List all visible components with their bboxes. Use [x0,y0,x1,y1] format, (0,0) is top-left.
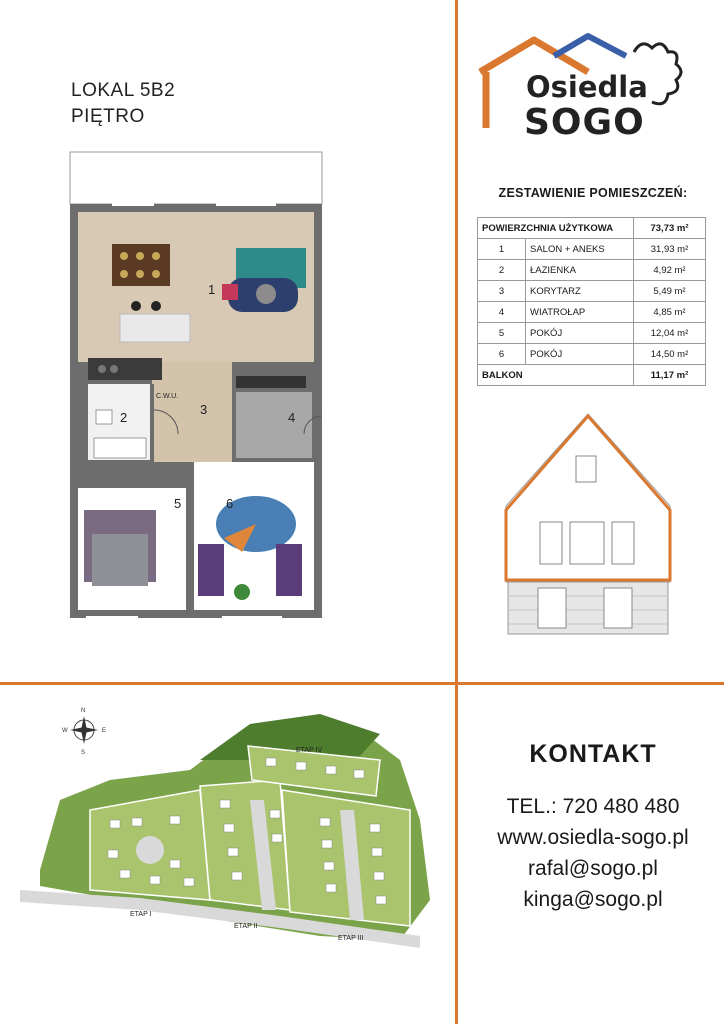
horizontal-divider [0,682,724,685]
site-roundabout [136,836,164,864]
floor-plan [66,148,328,622]
chair [136,270,144,278]
company-logo [476,32,696,152]
room-area: 14,50 m² [634,344,706,365]
balcony-label: BALKON [478,365,634,386]
window [86,616,138,620]
room-label-5: 5 [174,496,182,511]
table-row-total [478,218,706,239]
room-num: 6 [478,344,526,365]
coffee-table [256,284,276,304]
total-area: 73,73 m² [634,218,706,239]
bar-stool [151,301,161,311]
table-row-balcony [478,365,706,386]
unit-floor: PIĘTRO [71,106,145,127]
pouf [222,284,238,300]
room-num: 5 [478,323,526,344]
room-name: POKÓJ [526,344,634,365]
wardrobe [236,376,306,388]
room-area: 31,93 m² [634,239,706,260]
label-etap-3: ETAP III [338,935,364,942]
dining-table [112,244,170,286]
room-num: 4 [478,302,526,323]
elevation-drawing [500,410,690,640]
cwu-label: C.W.U. [156,393,179,400]
contact-website[interactable]: www.osiedla-sogo.pl [497,826,689,849]
room-area: 4,85 m² [634,302,706,323]
floor-plan-drawing [66,148,328,622]
room-area: 4,92 m² [634,260,706,281]
compass-w: W [62,728,68,734]
chair [120,252,128,260]
contact-email-rafal[interactable]: rafal@sogo.pl [528,857,658,880]
vestibule-floor [234,392,312,458]
room-area: 5,49 m² [634,281,706,302]
chair [136,252,144,260]
room-name: ŁAZIENKA [526,260,634,281]
bed-room5 [92,534,148,586]
label-etap-2: ETAP II [234,923,258,930]
plot-etap-2 [200,780,290,910]
room-label-6: 6 [226,496,234,511]
table-row [478,281,706,302]
room-label-4: 4 [288,410,296,425]
wall-vestibule [232,386,236,462]
table-row [478,260,706,281]
total-label: POWIERZCHNIA UŻYTKOWA [478,218,634,239]
room-num: 2 [478,260,526,281]
rooms-heading: ZESTAWIENIE POMIESZCZEŃ: [498,186,688,200]
compass-n: N [81,708,86,714]
plant [234,584,250,600]
wall-bath-right [150,384,154,484]
rooms-table [477,217,706,386]
balcony [70,152,322,204]
chair [120,270,128,278]
wall-rooms-split [186,462,194,610]
room-num: 1 [478,239,526,260]
kitchen-island [120,314,190,342]
hob [110,365,118,373]
room-num: 3 [478,281,526,302]
hob [98,365,106,373]
chair [152,270,160,278]
compass-icon [62,708,106,756]
compass-s: S [81,750,86,756]
window [222,616,282,620]
bar-stool [131,301,141,311]
contact-heading: KONTAKT [529,740,657,768]
contact-phone[interactable]: TEL.: 720 480 480 [506,795,680,818]
label-etap-4: ETAP IV [296,747,323,754]
bathtub [94,438,146,458]
vertical-divider [455,0,458,1024]
armchair [198,544,224,596]
logo-word-sogo: SOGO [524,102,645,143]
room-name: WIATROŁAP [526,302,634,323]
table-row [478,239,706,260]
window [216,202,276,206]
room-label-1: 1 [208,282,216,297]
washbasin [96,410,112,424]
room-label-3: 3 [200,402,208,417]
site-map [20,700,440,960]
balcony-area: 11,17 m² [634,365,706,386]
room-name: SALON + ANEKS [526,239,634,260]
room-label-2: 2 [120,410,128,425]
site-map-drawing [20,700,440,960]
armchair [276,544,302,596]
table-row [478,344,706,365]
window [112,202,154,206]
logo-word-osiedla: Osiedla [526,70,648,104]
chair [152,252,160,260]
house-elevation [500,410,690,640]
room-name: KORYTARZ [526,281,634,302]
label-etap-1: ETAP I [130,911,152,918]
unit-title-block [71,78,175,130]
room-area: 12,04 m² [634,323,706,344]
compass-e: E [102,728,107,734]
room-name: POKÓJ [526,323,634,344]
contact-email-kinga[interactable]: kinga@sogo.pl [523,888,663,911]
unit-name: LOKAL 5B2 [71,80,176,101]
table-row [478,323,706,344]
table-row [478,302,706,323]
